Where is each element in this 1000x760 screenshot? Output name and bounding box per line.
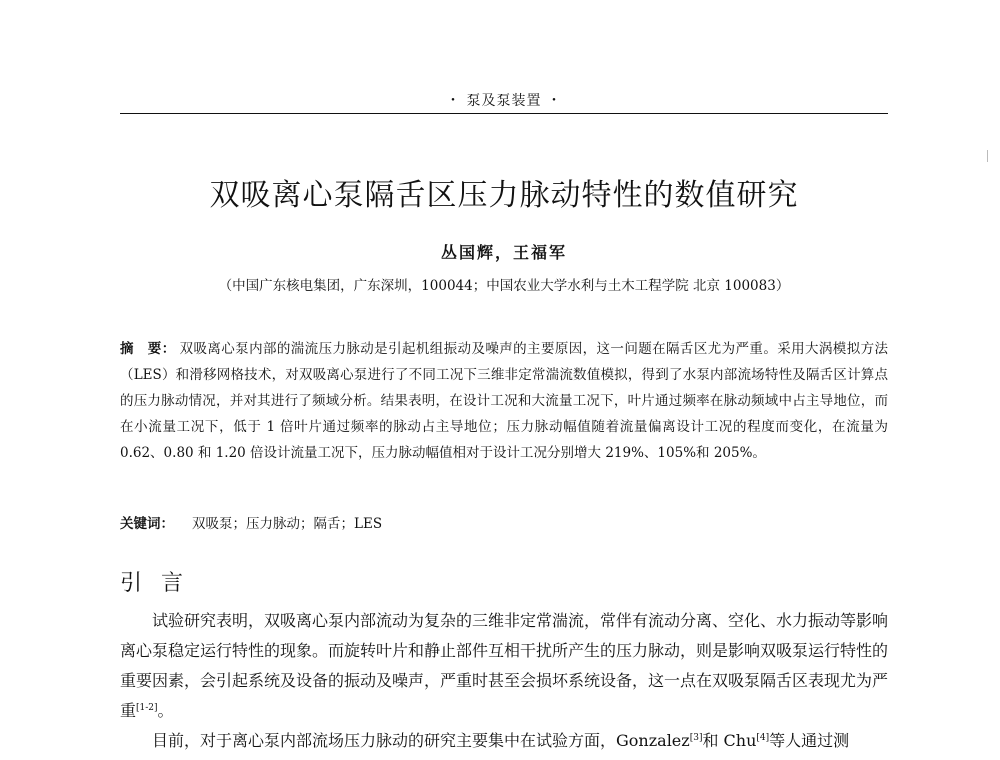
citation-ref: [4]: [756, 733, 770, 743]
abstract-text: 双吸离心泵内部的湍流压力脉动是引起机组振动及噪声的主要原因，这一问题在隔舌区尤为严重。采用大涡模拟方法（LES）和滑移网格技术，对双吸离心泵进行了不同工况下三维非定常湍流数值模拟，得到了水泵内部流场特性及隔舌区计算点的压力脉动情况，并对其进行了频域分析。结果表明，在设计工况和大流量工况下，叶片通过频率在脉动频域中占主导地位，而在小流量工况下，低于 1 倍叶片通过频率的脉动占主导地位；压力脉动幅值随着流量偏离设计工况的程度而变化，在流量为 0.62、0.80 和 1.20 倍设计流量工况下，压力脉动幅值相对于设计工况分别增大 219%、105%和 205%。: [120, 341, 888, 461]
paper-authors: 丛国辉，王福军: [440, 243, 567, 262]
intro-p2-text-b: 和 Chu: [702, 731, 757, 750]
intro-p2-text-c: 等人通过测: [769, 731, 850, 750]
citation-ref: [1-2]: [136, 703, 158, 713]
paper-title: 双吸离心泵隔舌区压力脉动特性的数值研究: [209, 178, 799, 213]
introduction-body: [120, 606, 888, 756]
keywords-label: 关键词：: [120, 516, 174, 532]
intro-p1-end: 。: [157, 701, 174, 720]
section-heading-introduction: 引 言: [120, 571, 189, 596]
citation-ref: [3]: [689, 733, 703, 743]
abstract-label: 摘 要：: [120, 341, 176, 357]
header-rule: [120, 113, 888, 114]
intro-p2-text-a: 目前，对于离心泵内部流场压力脉动的研究主要集中在试验方面，Gonzalez: [152, 731, 690, 750]
keywords-text: 双吸泵；压力脉动；隔舌；LES: [192, 516, 383, 532]
intro-paragraph-2: [120, 726, 888, 756]
intro-paragraph-1: [120, 606, 888, 726]
intro-p1-text: 试验研究表明，双吸离心泵内部流动为复杂的三维非定常湍流，常伴有流动分离、空化、水力振动等影响离心泵稳定运行特性的现象。而旋转叶片和静止部件互相干扰所产生的压力脉动，则是影响双吸泵运行特性的重要因素，会引起系统及设备的振动及噪声，严重时甚至会损坏系统设备，这一点在双吸泵隔舌区表现尤为严重: [120, 611, 889, 720]
abstract-block: [120, 336, 888, 466]
scan-margin-mark: [987, 150, 988, 162]
keywords-block: [120, 512, 888, 532]
paper-affiliation: （中国广东核电集团，广东深圳，100044；中国农业大学水利与土木工程学院 北京 100083）: [218, 278, 790, 294]
journal-section-label: ・ 泵及泵装置 ・: [446, 93, 562, 109]
